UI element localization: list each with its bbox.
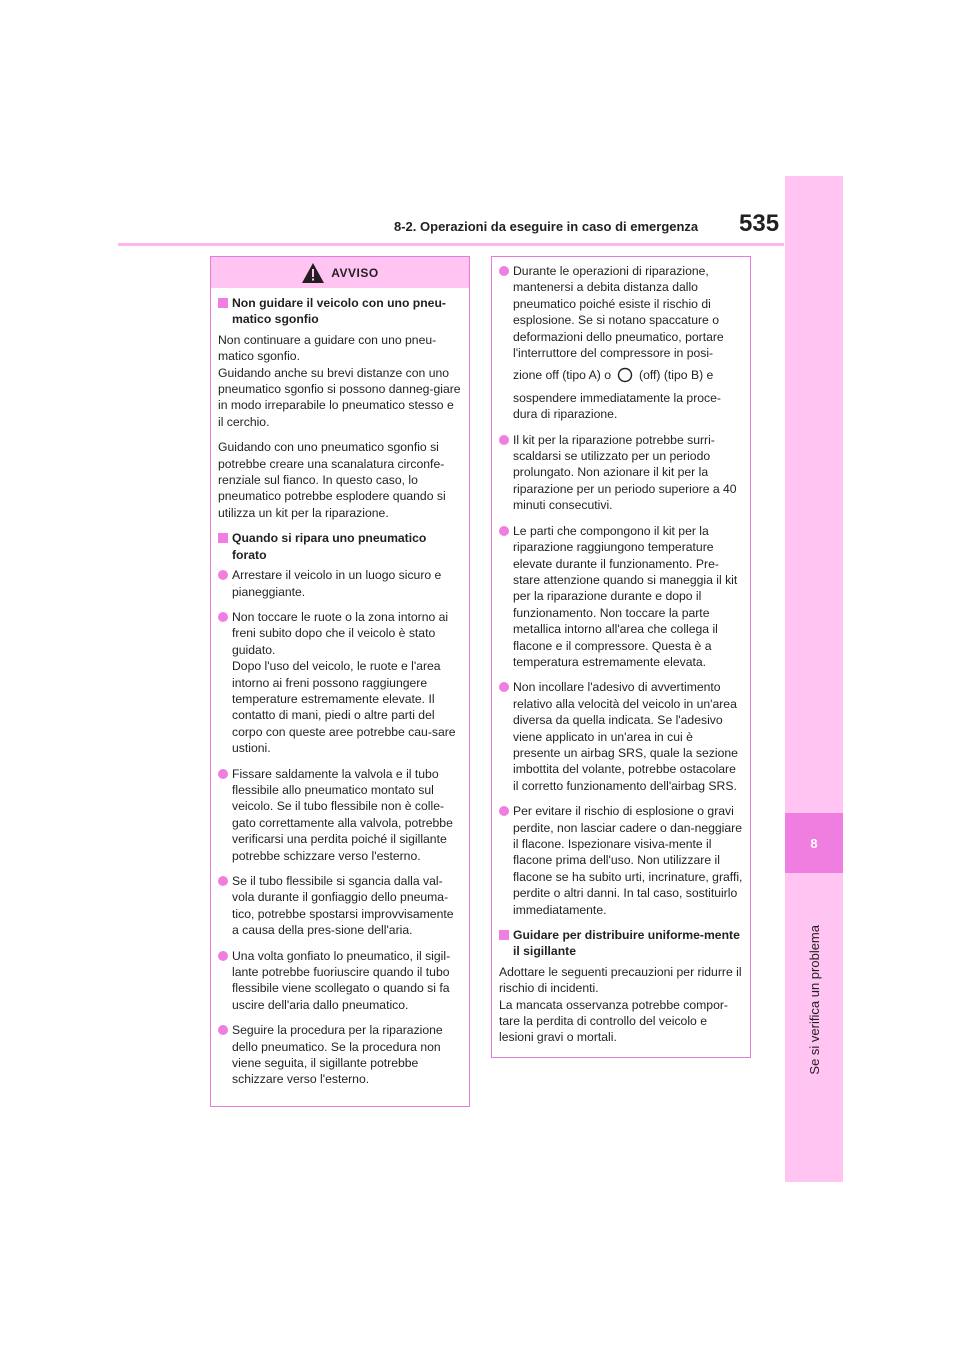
- right-content: [499, 263, 743, 1055]
- bullet-line: Non toccare le ruote o la zona intorno ai freni subito dopo che il veicolo è stato guidato.: [232, 609, 449, 657]
- bullet-item: Le parti che compongono il kit per la riparazione raggiungono temperature elevate durante il funzionamento. Pre-stare attenzione quando si maneggia il kit per la riparazione durante e dopo il funzionamento. Non toccare la parte metallica intorno all'area che collega il flacone e il compressore. Questa è a temperatura estremamente elevata.: [499, 523, 743, 671]
- bullet-line: [513, 367, 743, 383]
- bullet-item: Una volta gonfiato lo pneumatico, il sigil-lante potrebbe fuoriuscire quando il tubo flessibile viene scollegato o quando si fa uscire dell'aria dallo pneumatico.: [218, 948, 462, 1014]
- bullet-text: zione off (tipo A) o: [513, 368, 612, 383]
- section-title: 8-2. Operazioni da eseguire in caso di emergenza: [394, 219, 699, 234]
- bullet-item: [218, 609, 462, 757]
- bullet-item: Arrestare il veicolo in un luogo sicuro e pianeggiante.: [218, 567, 462, 600]
- warning-label: AVVISO: [331, 265, 379, 280]
- bullet-item: Per evitare il rischio di esplosione o gravi perdite, non lasciar cadere o dan-neggiare il flacone. Ispezionare visiva-mente il flacone prima dell'uso. Non utilizzare il flacone se ha subito urti, incrinature, graffi, perdite o altri danni. In tal caso, sostituirlo immediatamente.: [499, 803, 743, 918]
- page-number: 535: [739, 210, 780, 237]
- bullet-line: Durante le operazioni di riparazione, mantenersi a debita distanza dallo pneumatico poiché esiste il rischio di esplosione. Se si notano spaccature o deformazioni dello pneumatico, portare l'interruttore del compressore in posi-: [513, 264, 724, 361]
- power-off-icon: [617, 367, 633, 383]
- bullet-item: Seguire la procedura per la riparazione dello pneumatico. Se la procedura non viene seguita, il sigillante potrebbe schizzare verso l'esterno.: [218, 1022, 462, 1088]
- paragraph-line: Non continuare a guidare con uno pneu-matico sgonfio.: [218, 332, 437, 364]
- bullet-item: [499, 263, 743, 423]
- bullet-item: Se il tubo flessibile si sgancia dalla val-vola durante il gonfiaggio dello pneuma-tico, potrebbe spostarsi improvvisamente a causa della pres-sione dell'aria.: [218, 873, 462, 939]
- warning-header: [211, 257, 469, 288]
- chapter-title-text: Se si verifica un problema: [806, 925, 822, 1075]
- paragraph-line: Adottare le seguenti precauzioni per ridurre il rischio di incidenti.: [499, 964, 742, 996]
- left-content: [218, 295, 462, 1097]
- bullet-text: (off) (tipo B) e: [639, 368, 714, 383]
- bullet-item: Fissare saldamente la valvola e il tubo flessibile allo pneumatico montato sul veicolo. Se il tubo flessibile non è colle-gato correttamente alla valvola, potrebbe verificarsi una perdita poiché il sigillante potrebbe schizzare verso l'esterno.: [218, 766, 462, 864]
- bullet-line: Dopo l'uso del veicolo, le ruote e l'area intorno ai freni possono raggiungere temperature estremamente elevate. Il contatto di mani, piedi o altre parti del corpo con queste aree potrebbe cau-sare ustioni.: [232, 659, 456, 756]
- warning-triangle-icon: [301, 262, 325, 284]
- warning-box-right: [491, 256, 751, 1058]
- paragraph: Guidando con uno pneumatico sgonfio si potrebbe creare una scanalatura circonfe-renziale sul fianco. In questo caso, lo pneumatico potrebbe esplodere quando si utilizza un kit per la riparazione.: [218, 440, 446, 520]
- chapter-title: [785, 880, 843, 1120]
- warning-box-left: [210, 256, 470, 1107]
- subheading: Quando si ripara uno pneumatico forato: [218, 530, 462, 563]
- paragraph-line: La mancata osservanza potrebbe compor-tare la perdita di controllo del veicolo e lesioni gravi o mortali.: [499, 997, 728, 1045]
- chapter-number: 8: [785, 813, 843, 873]
- subheading: Non guidare il veicolo con uno pneu-matico sgonfio: [218, 295, 462, 328]
- paragraph: [499, 964, 743, 1046]
- paragraph-line: Guidando anche su brevi distanze con uno pneumatico sgonfio si possono danneg-giare in modo irreparabile lo pneumatico stesso e il cerchio.: [218, 365, 461, 429]
- paragraph: [218, 332, 462, 430]
- bullet-line: sospendere immediatamente la proce-dura di riparazione.: [513, 390, 721, 422]
- header-rule: [118, 243, 784, 246]
- bullet-item: Non incollare l'adesivo di avvertimento relativo alla velocità del veicolo in un'area diversa da quella indicata. Se l'adesivo viene applicato in un'area in cui è presente un airbag SRS, quale la sezione imbottita del volante, potrebbe ostacolare il corretto funzionamento dell'airbag SRS.: [499, 679, 743, 794]
- subheading: Guidare per distribuire uniforme-mente il sigillante: [499, 927, 743, 960]
- bullet-item: Il kit per la riparazione potrebbe surri-scaldarsi se utilizzato per un periodo prolungato. Non azionare il kit per la riparazione per un periodo superiore a 40 minuti consecutivi.: [499, 432, 743, 514]
